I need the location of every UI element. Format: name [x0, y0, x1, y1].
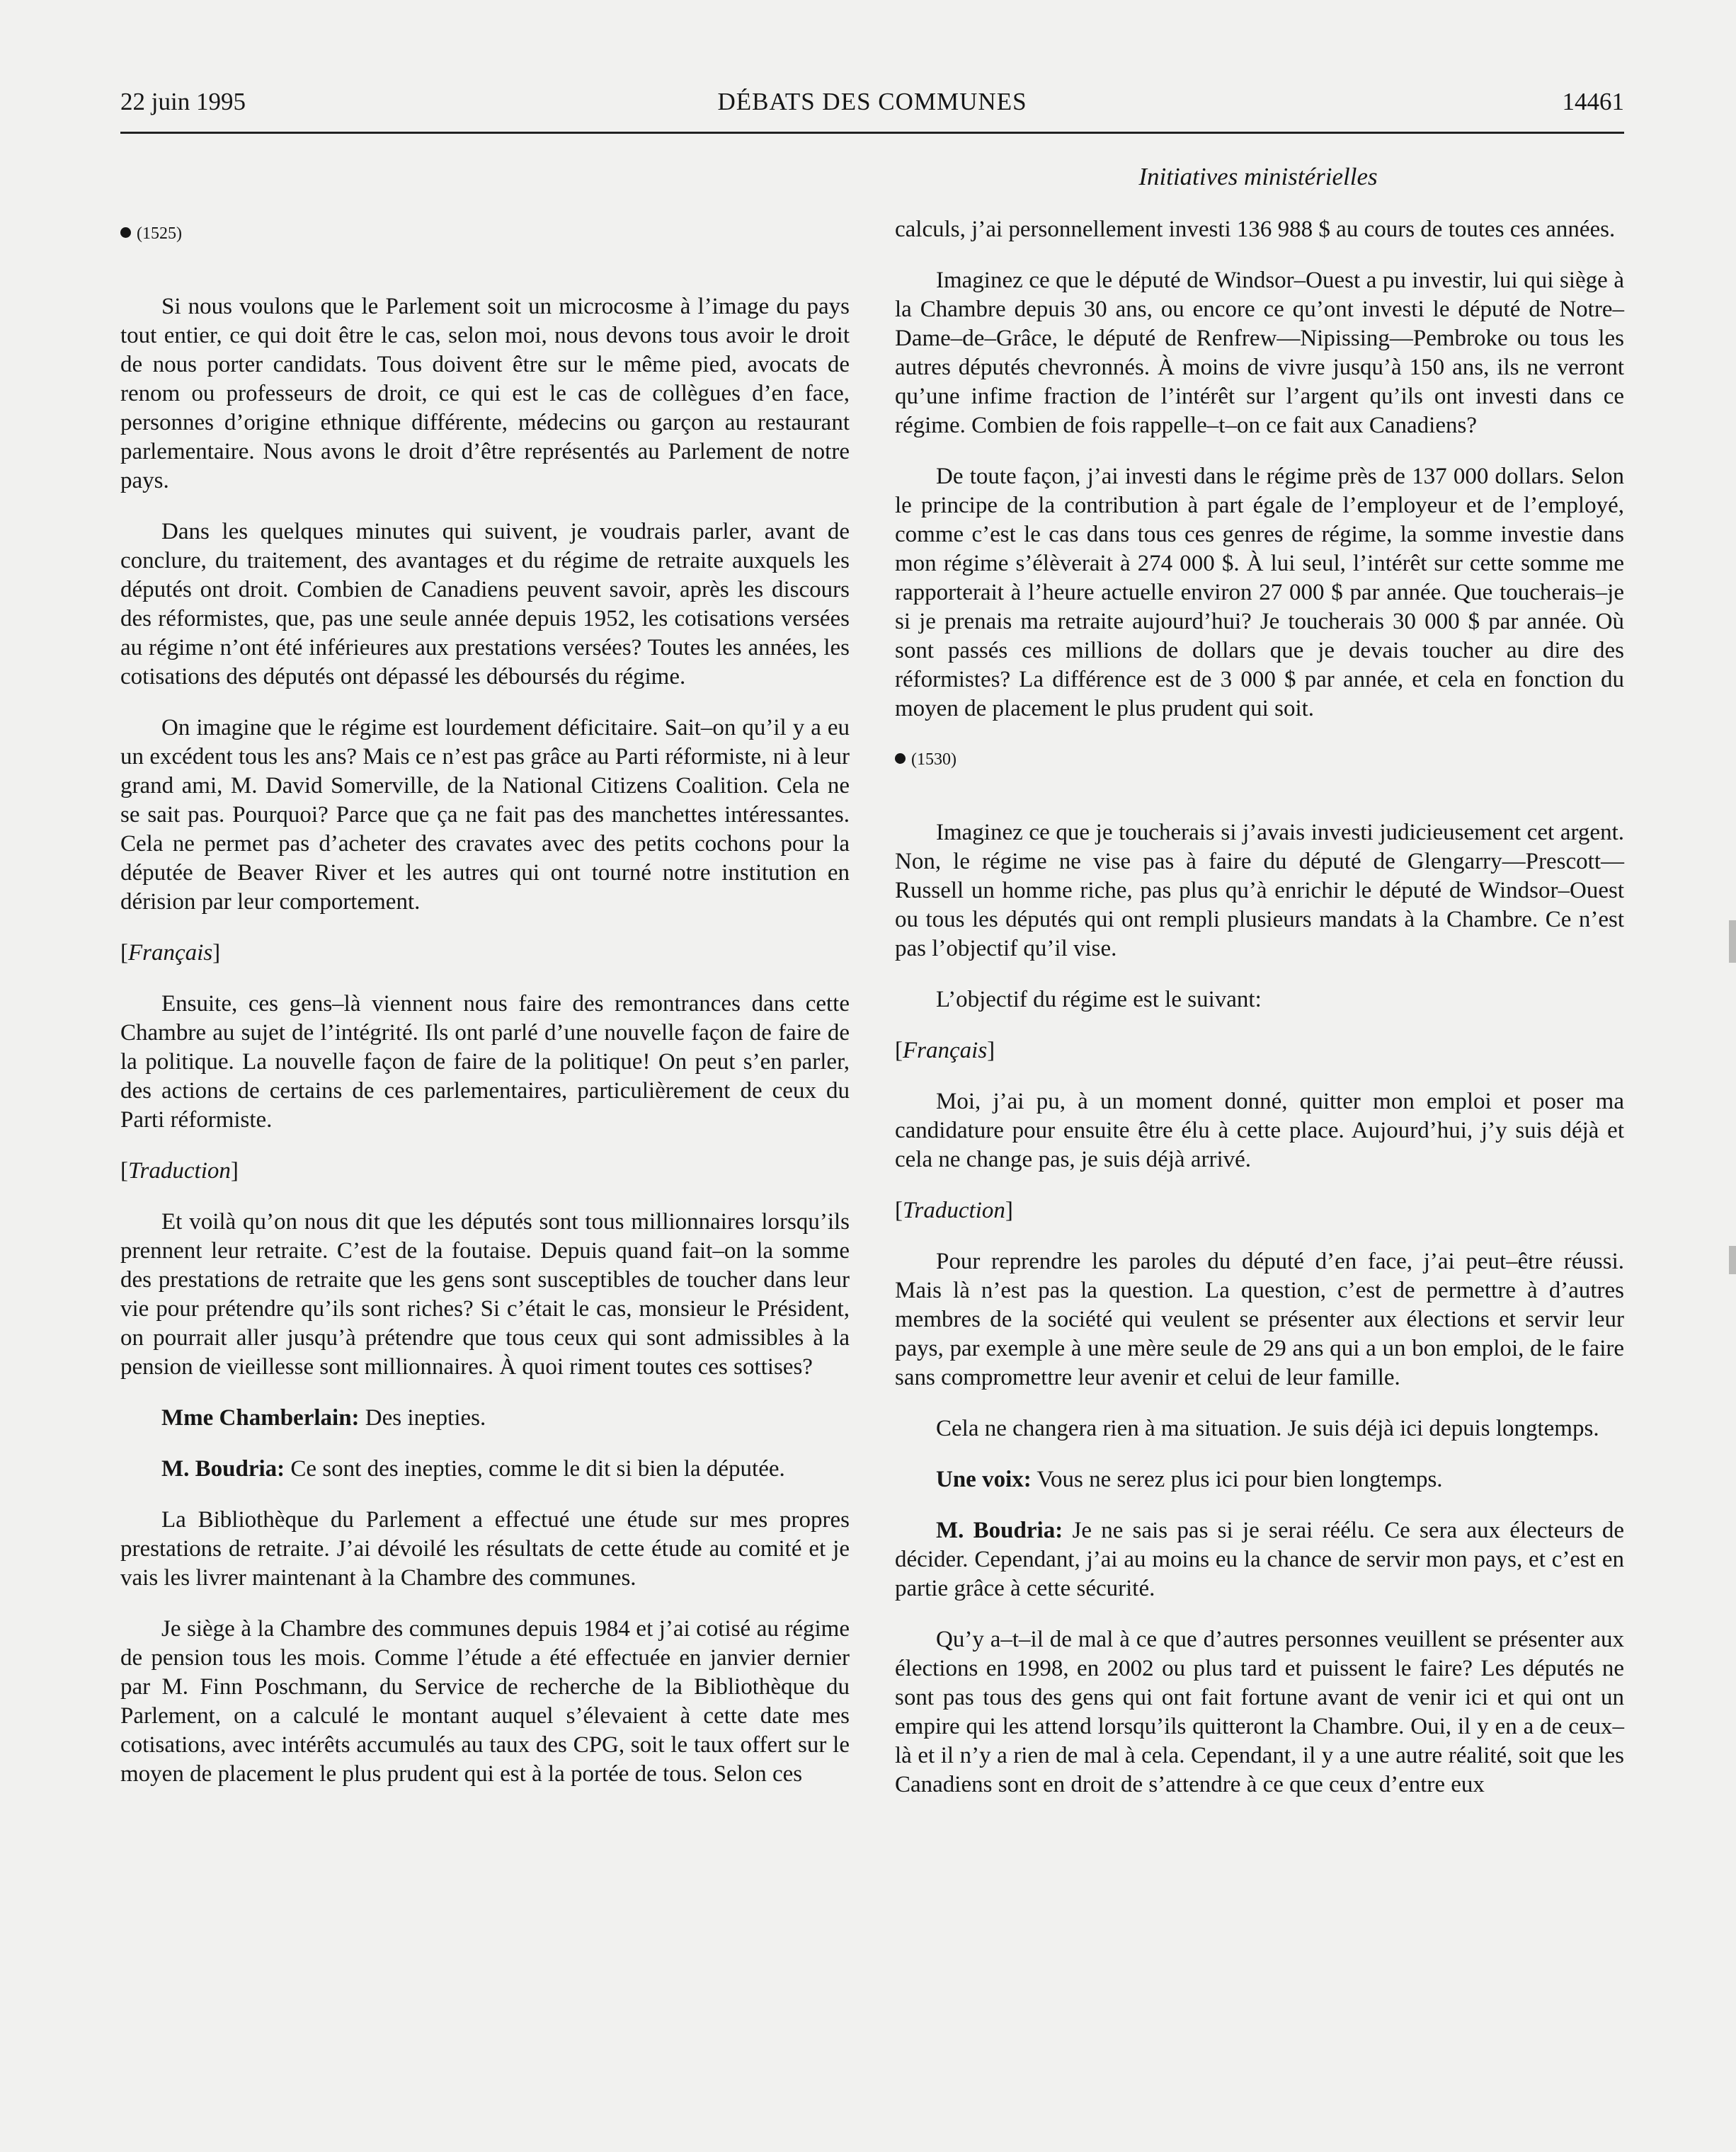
language-tag: [Français]: [895, 1038, 995, 1063]
speech: [120, 1455, 850, 1484]
time-marker-label: (1530): [911, 750, 956, 769]
paragraph: Imaginez ce que je toucherais si j’avais investi judicieusement cet argent. Non, le régime ne vise pas à faire du député de Glengarry—Prescott—Russell un homme riche, pas plus qu’à enrichir le député de Windsor–Ouest ou tous les députés qui ont rempli plusieurs mandats à la Chambre. Ce n’est pas l’objectif qu’il vise.: [895, 820, 1624, 961]
paragraph: calculs, j’ai personnellement investi 136 988 $ au cours de toutes ces années.: [895, 217, 1616, 242]
time-marker: [895, 745, 1624, 774]
header-date: 22 juin 1995: [120, 88, 246, 115]
paragraph: Pour reprendre les paroles du député d’en face, j’ai peut–être réussi. Mais là n’est pas la question. La question, c’est de permettre à d’autres membres de la société qui veulent se présenter aux élections et servir leur pays, par exemple à une mère seule de 29 ans qui a un bon emploi, de le faire sans compromettre leur avenir et celui de leur famille.: [895, 1249, 1624, 1390]
language-tag: [Français]: [120, 940, 221, 966]
speech: [895, 1516, 1624, 1603]
right-column: [895, 215, 1624, 1821]
paragraph: Qu’y a–t–il de mal à ce que d’autres personnes veuillent se présenter aux élections en 1998, en 2002 ou plus tard et puissent le faire? Les députés ne sont pas tous des gens qui ont fait fortune avant de venir ici et qui ont un empire qui les attend lorsqu’ils quitteront la Chambre. Oui, il y en a de ceux–là et il n’y a rien de mal à cela. Cependant, il y a une autre réalité, soit que les Canadiens sont en droit de s’attendre à ce que ceux d’entre eux: [895, 1627, 1624, 1797]
language-tag: [Traduction]: [120, 1158, 239, 1184]
paragraph: L’objectif du régime est le suivant:: [936, 987, 1262, 1012]
paragraph: De toute façon, j’ai investi dans le régime près de 137 000 dollars. Selon le principe de la contribution à part égale de l’employeur et de l’employé, comme c’est le cas dans tous ces genres de régime, la somme investie dans mon régime s’élèverait à 274 000 $. À lui seul, l’intérêt sur cette somme me rapporterait à l’heure actuelle environ 27 000 $ par année. Que toucherais–je si je prenais ma retraite aujourd’hui? Je toucherais 30 000 $ par année. Où sont passés ces millions de dollars que je devais toucher au dire des réformistes? La différence est de 3 000 $ par année, et cela en fonction du moyen de placement le plus prudent qui soit.: [895, 464, 1624, 721]
paragraph: Et voilà qu’on nous dit que les députés sont tous millionnaires lorsqu’ils prennent leur retraite. C’est de la foutaise. Depuis quand fait–on la somme des prestations de retraite que les gens sont susceptibles de toucher dans leur vie pour prétendre qu’ils sont riches? Si c’était le cas, monsieur le Président, on pourrait aller jusqu’à prétendre que tous ceux qui sont admissibles à la pension de vieillesse sont millionnaires. À quoi riment toutes ces sottises?: [120, 1209, 850, 1380]
time-marker-label: (1525): [137, 224, 182, 243]
speech-text: Des inepties.: [359, 1405, 486, 1431]
paragraph: Je siège à la Chambre des communes depuis 1984 et j’ai cotisé au régime de pension tous les mois. Comme l’étude a été effectuée en janvier dernier par M. Finn Poschmann, du Service de recherche de la Bibliothèque du Parlement, on a calculé le montant auquel s’élevaient à cette date mes cotisations, avec intérêts accumulés au taux des CPG, soit le taux offert sur le moyen de placement le plus prudent qui est à la portée de tous. Selon ces: [120, 1616, 850, 1787]
bullet-icon: [120, 227, 131, 238]
bullet-icon: [895, 753, 906, 764]
language-tag-label: Traduction: [903, 1198, 1005, 1223]
section-title: Initiatives ministérielles: [1138, 163, 1378, 190]
speech-text: Ce sont des inepties, comme le dit si bien la députée.: [285, 1456, 785, 1482]
speaker-name: M. Boudria:: [161, 1456, 285, 1482]
left-column: [120, 215, 850, 1811]
speech: [120, 1404, 850, 1433]
language-tag: [Traduction]: [895, 1198, 1013, 1223]
page-header: [120, 88, 1624, 130]
paragraph: Moi, j’ai pu, à un moment donné, quitter mon emploi et poser ma candidature pour ensuite être élu à cette place. Aujourd’hui, j’y suis déjà et cela ne change pas, je suis déjà arrivé.: [895, 1089, 1624, 1172]
paragraph: Ensuite, ces gens–là viennent nous faire des remontrances dans cette Chambre au sujet de l’intégrité. Ils ont parlé d’une nouvelle façon de faire de la politique. La nouvelle façon de faire de la politique! On peut s’en parler, des actions de certains de ces parlementaires, particulièrement de ceux du Parti réformiste.: [120, 991, 850, 1133]
speech: [895, 1465, 1624, 1494]
paragraph: Dans les quelques minutes qui suivent, je voudrais parler, avant de conclure, du traitement, des avantages et du régime de retraite auxquels les députés ont droit. Combien de Canadiens peuvent savoir, après les discours des réformistes, que, pas une seule année depuis 1952, les cotisations versées au régime n’ont été inférieures aux prestations versées? Toutes les années, les cotisations des députés ont dépassé les déboursés du régime.: [120, 519, 850, 689]
speaker-name: M. Boudria:: [936, 1518, 1063, 1543]
speech-text: Je ne sais pas si je serai réélu. Ce sera aux électeurs de décider. Cependant, j’ai au moins eu la chance de servir mon pays, et c’est en partie grâce à cette sécurité.: [895, 1518, 1625, 1601]
scan-edge-mark: [1729, 1246, 1736, 1274]
paragraph: Si nous voulons que le Parlement soit un microcosme à l’image du pays tout entier, ce qui doit être le cas, selon moi, nous devons tous avoir le droit de nous porter candidats. Tous doivent être sur le même pied, avocats de renom ou professeurs de droit, ce qui est le cas de collègues d’en face, personnes d’origine ethnique différente, médecins ou garçon au restaurant parlementaire. Nous avons le droit d’être représentés au Parlement de notre pays.: [120, 294, 850, 493]
paragraph: On imagine que le régime est lourdement déficitaire. Sait–on qu’il y a eu un excédent tous les ans? Mais ce n’est pas grâce au Parti réformiste, ni à leur grand ami, M. David Somerville, de la National Citizens Coalition. Cela ne se sait pas. Pourquoi? Parce que ça ne fait pas des manchettes intéressantes. Cela ne permet pas d’acheter des cravates avec des petits cochons pour la députée de Beaver River et les autres qui ont tourné notre institution en dérision par leur comportement.: [120, 715, 850, 915]
language-tag-label: Français: [128, 940, 213, 966]
speaker-name: Mme Chamberlain:: [161, 1405, 360, 1431]
time-marker: [120, 219, 850, 248]
language-tag-label: Français: [903, 1038, 988, 1063]
header-rule: [120, 132, 1624, 134]
paragraph: Imaginez ce que le député de Windsor–Ouest a pu investir, lui qui siège à la Chambre depuis 30 ans, ou encore ce qu’ont investi le député de Notre–Dame–de–Grâce, le député de Renfrew—Nipissing—Pembroke ou tous les autres députés chevronnés. À moins de vivre jusqu’à 150 ans, ils ne verront qu’une infime fraction de l’intérêt sur l’argent qu’ils ont investi dans ce régime. Combien de fois rappelle–t–on ce fait aux Canadiens?: [895, 268, 1624, 438]
paragraph: La Bibliothèque du Parlement a effectué une étude sur mes propres prestations de retraite. J’ai dévoilé les résultats de cette étude au comité et je vais les livrer maintenant à la Chambre des communes.: [120, 1507, 850, 1591]
paragraph: Cela ne changera rien à ma situation. Je suis déjà ici depuis longtemps.: [936, 1416, 1599, 1441]
header-title: DÉBATS DES COMMUNES: [717, 88, 1027, 115]
scan-edge-mark: [1729, 920, 1736, 963]
speech-text: Vous ne serez plus ici pour bien longtemps.: [1031, 1467, 1443, 1492]
speaker-name: Une voix:: [936, 1467, 1032, 1492]
page-number: 14461: [1562, 88, 1624, 115]
language-tag-label: Traduction: [128, 1158, 231, 1184]
